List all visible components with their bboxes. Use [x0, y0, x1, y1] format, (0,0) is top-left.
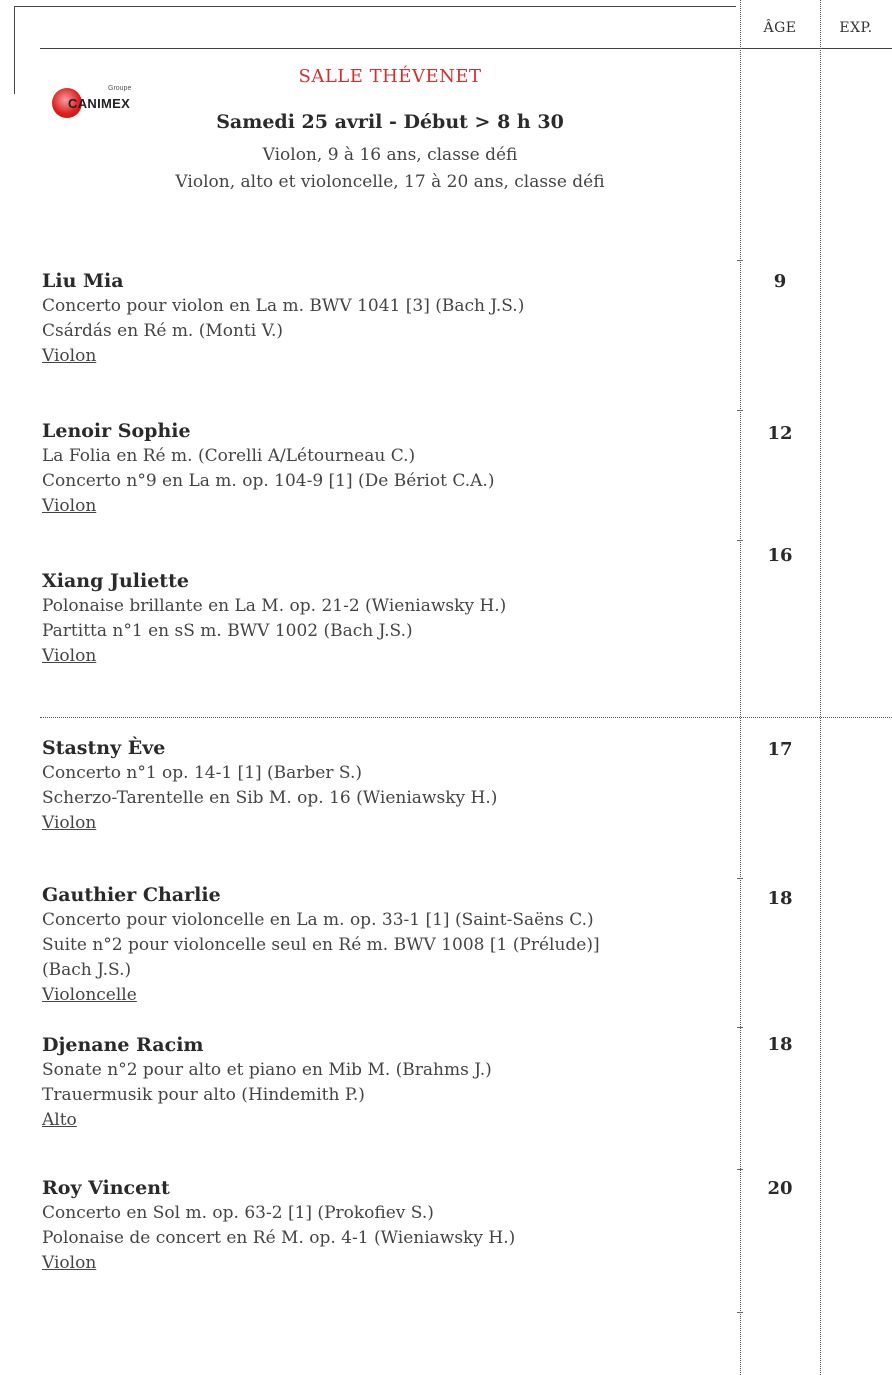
performer-entry — [42, 1175, 732, 1276]
performer-age: 16 — [767, 545, 793, 566]
instrument-label: Violoncelle — [42, 985, 137, 1005]
performer-name: Djenane Racim — [42, 1034, 204, 1056]
piece-title: Polonaise brillante en La M. op. 21-2 (Wieniawsky H.) — [42, 596, 507, 616]
performer-entry — [42, 735, 732, 836]
instrument-label: Violon — [42, 646, 97, 666]
age-column-header: ÂGE — [763, 20, 797, 36]
session-category-1: Violon, 9 à 16 ans, classe défi — [262, 145, 518, 165]
instrument-label: Violon — [42, 346, 97, 366]
performer-age: 12 — [767, 423, 793, 444]
header-rule — [40, 48, 892, 49]
frame-top-line — [14, 6, 736, 7]
piece-title: Concerto n°1 op. 14-1 [1] (Barber S.) — [42, 763, 362, 783]
row-tick — [737, 1312, 743, 1313]
piece-title: Suite n°2 pour violoncelle seul en Ré m. BWV 1008 [1 (Prélude)] — [42, 935, 600, 955]
performer-age: 9 — [773, 271, 787, 292]
performer-name: Liu Mia — [42, 270, 124, 292]
instrument-label: Violon — [42, 813, 97, 833]
performer-entry — [42, 418, 732, 519]
logo-name-text: CANIMEX — [68, 96, 131, 111]
group-separator — [40, 717, 892, 718]
piece-title: Polonaise de concert en Ré M. op. 4-1 (Wieniawsky H.) — [42, 1228, 516, 1248]
performer-entry — [42, 882, 732, 1008]
performer-name: Lenoir Sophie — [42, 420, 191, 442]
performer-age: 20 — [767, 1178, 793, 1199]
row-tick — [737, 1027, 743, 1028]
piece-title: Csárdás en Ré m. (Monti V.) — [42, 321, 283, 341]
instrument-label: Violon — [42, 496, 97, 516]
piece-title: Sonate n°2 pour alto et piano en Mib M. (Brahms J.) — [42, 1060, 492, 1080]
performer-age: 18 — [767, 1034, 793, 1055]
performer-entry — [42, 268, 732, 369]
performer-entry — [42, 568, 732, 669]
piece-title: Concerto en Sol m. op. 63-2 [1] (Prokofiev S.) — [42, 1203, 434, 1223]
row-tick — [737, 1169, 743, 1170]
piece-title: Concerto n°9 en La m. op. 104-9 [1] (De Bériot C.A.) — [42, 471, 495, 491]
performer-name: Xiang Juliette — [42, 570, 189, 592]
row-tick — [737, 878, 743, 879]
piece-title: Scherzo-Tarentelle en Sib M. op. 16 (Wieniawsky H.) — [42, 788, 498, 808]
piece-title: Concerto pour violon en La m. BWV 1041 [3] (Bach J.S.) — [42, 296, 525, 316]
performer-name: Stastny Ève — [42, 737, 166, 759]
piece-title: Concerto pour violoncelle en La m. op. 33-1 [1] (Saint-Saëns C.) — [42, 910, 594, 930]
hall-title: SALLE THÉVENET — [298, 66, 482, 87]
performer-name: Roy Vincent — [42, 1177, 170, 1199]
piece-title: La Folia en Ré m. (Corelli A/Létourneau C.) — [42, 446, 416, 466]
exp-column-divider — [820, 0, 821, 1375]
logo-group-text: Groupe — [108, 85, 132, 92]
exp-column-header: EXP. — [839, 20, 873, 36]
session-date: Samedi 25 avril - Début > 8 h 30 — [216, 111, 564, 133]
instrument-label: Violon — [42, 1253, 97, 1273]
row-tick — [737, 410, 743, 411]
instrument-label: Alto — [42, 1110, 77, 1130]
piece-title: (Bach J.S.) — [42, 960, 132, 980]
performer-entry — [42, 1032, 732, 1133]
piece-title: Partitta n°1 en sS m. BWV 1002 (Bach J.S.) — [42, 621, 413, 641]
performer-name: Gauthier Charlie — [42, 884, 221, 906]
piece-title: Trauermusik pour alto (Hindemith P.) — [42, 1085, 365, 1105]
row-tick — [737, 260, 743, 261]
performer-age: 18 — [767, 888, 793, 909]
session-category-2: Violon, alto et violoncelle, 17 à 20 ans, classe défi — [175, 172, 605, 192]
row-tick — [737, 540, 743, 541]
performer-age: 17 — [767, 739, 793, 760]
